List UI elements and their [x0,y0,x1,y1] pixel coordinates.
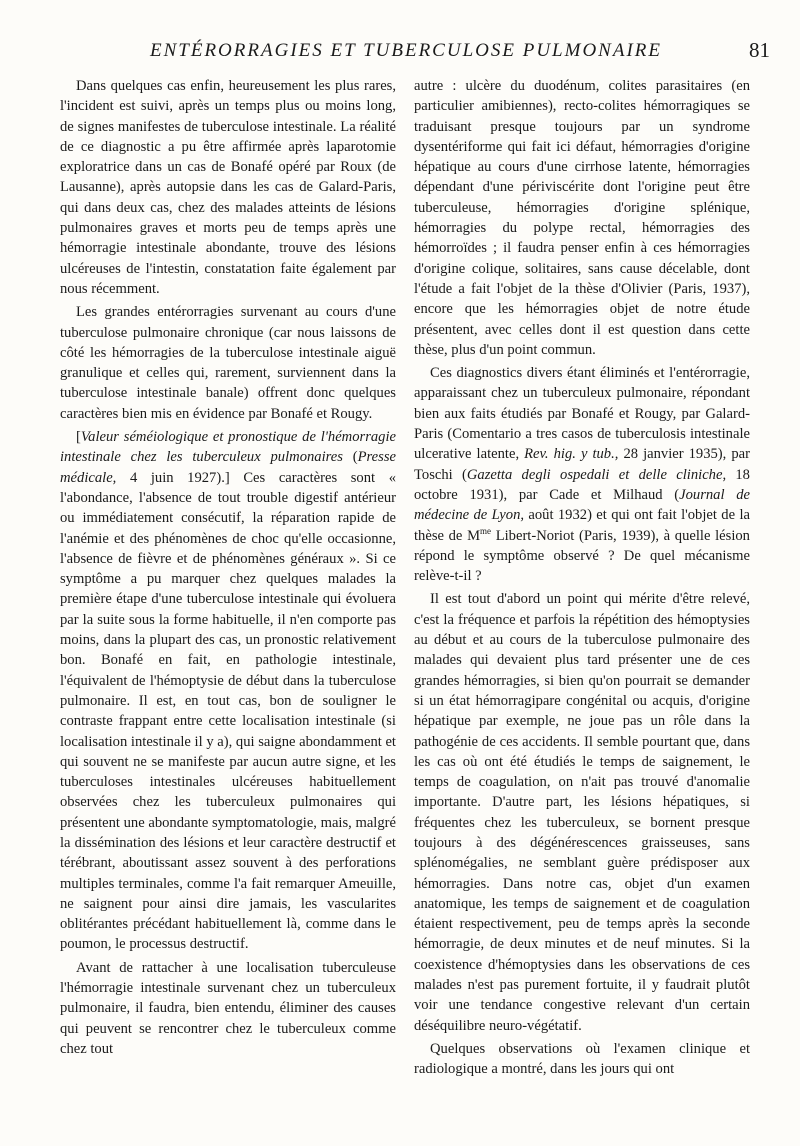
paragraph: Quelques observations où l'examen clinique et radiologique a montré, dans les jours qui ont [414,1040,750,1078]
text-run: 18 octobre 1931), par Cade et Milhaud ( [414,466,750,503]
paragraph: Dans quelques cas enfin, heureusement les plus rares, l'incident est suivi, après un temps plus ou moins long, de signes manifestes de tuberculose intestinale. La réalité de ce diagnostic a pu être affirmée après laparotomie exploratrice dans un cas de Bonafé opéré par Roux (de Lausanne), après autopsie dans les cas de Galard-Paris, qui dans deux cas, chez des malades atteints de lésions pulmonaires graves et morts peu de temps après une hémorragie intestinale abondante, trouve des lésions ulcéreuses de l'intestin, constatation faite également par nous récemment. [60,78,396,297]
article-title: Valeur séméiologique et pronostique de l'hémorragie intestinale chez les tuberculeux pulmonaires [60,429,396,466]
text-run: Ces diagnostics divers étant éliminés et l'entérorragie, apparaissant chez un tuberculeux pulmonaire, répondant bien aux faits étudiés par Bonafé et Rougy, par Galard-Paris (Comentario a tres casos de tuberculosis intestinale ulcerative latente, [414,365,750,463]
journal-name: Rev. hig. y tub., [524,446,619,463]
superscript: me [480,525,492,536]
text-run: ( [342,449,358,466]
paragraph-citation [60,427,396,955]
page-number: 81 [749,38,770,62]
text-run: août 1932) et qui ont fait l'objet de la thèse de M [414,507,750,544]
right-column [414,76,750,1083]
paragraph-references [414,363,750,586]
paragraph: Il est tout d'abord un point qui mérite d'être relevé, c'est la fréquence et parfois la répétition des hémoptysies au début et au cours de la tuberculose pulmonaire des malades qui devaient plus tard présenter une de ces grandes hémorragies, si bien qu'on pourrait se demander si un état hémorragipare congénital ou acquis, d'origine hépatique par exemple, ne joue pas un rôle dans la pathogénie de ces accidents. Il semble pourtant que, dans les cas où ont été étudiés le temps de saignement, le temps de coagulation, on n'ait pas trouvé d'anomalie importante. D'autre part, les lésions hépatiques, si fréquentes chez les tuberculeux, se bornent presque toujours à des dégénérescences graisseuses, sans splénomégalies, ne semblant guère prédisposer aux hémorragies. Dans notre cas, objet d'un examen anatomique, les temps de saignement et de coagulation étaient respectivement, peu de temps après la seconde hémorragie, de deux minutes et de neuf minutes. Si la coexistence d'hémoptysies dans les observations de ces malades n'est pas purement fortuite, il y faudrait plutôt voir une tendance congestive relevant d'un certain déséquilibre neuro-végétatif. [414,591,750,1034]
bracket-open: [ [76,429,81,446]
text-run: 4 juin 1927).] Ces caractères sont « l'abondance, l'absence de tout trouble digestif antérieur ou immédiatement consécutif, la réparation rapide de l'anémie et des phénomènes de choc qu'elle occasionne, l'absence de fièvre et de phénomènes généraux ». Si ce symptôme a pu marquer chez quelques malades la première étape d'une tuberculose intestinale qui évoluera par la suite sous la forme habituelle, il n'en comporte pas moins, dans la plupart des cas, un pronostic relativement bon. Bonafé en fait, en pathologie intestinale, l'équivalent de l'hémoptysie de début dans la tuberculose pulmonaire. Il est, en tout cas, bon de souligner le contraste frappant entre cette localisation intestinale (si localisation intestinale il y a), qui saigne abondamment et qui souvent ne se manifeste par aucun autre signe, et les tuberculoses intestinales ulcéreuses habituellement observées chez les tuberculeux pulmonaires qui présentent une abondante symptomatologie, mais, malgré la dissémination des lésions et leur caractère destructif et térébrant, aboutissant assez souvent à des perforations multiples terminales, comme l'a fait remarquer Ameuille, ne saignent pour ainsi dire jamais, les vascularites oblitérantes précédant habituellement là, comme dans le poumon, le processus destructif. [60,469,396,953]
paragraph-continued: autre : ulcère du duodénum, colites parasitaires (en particulier amibiennes), recto-colites hémorragiques se traduisant presque toujours par un syndrome dysentériforme qui fait ici défaut, hémorragies d'origine hépatique au cours d'une cirrhose latente, hémorragies dépendant d'une périviscérite dont l'origine peut être tuberculeuse, hémorragies d'origine splénique, hémorragies du polype rectal, hémorragies des hémorroïdes ; il faudra penser enfin à ces hémorragies d'origine colique, solitaires, sans cause décelable, dont l'étude a fait l'objet de la thèse d'Olivier (Paris, 1937), encore que les hémorragies objet de notre étude présentent, avec celles dont il est question dans cette thèse, plus d'un point commun. [414,78,750,358]
text-run: 28 janvier 1935), par Toschi ( [414,446,750,483]
journal-name: Gazetta degli ospedali et delle cliniche, [466,466,727,483]
paragraph: Avant de rattacher à une localisation tuberculeuse l'hémorragie intestinale survenant chez un tuberculeux pulmonaire, il faudra, bien entendu, éliminer des causes qui peuvent se rencontrer chez le tuberculeux comme chez tout [60,959,396,1057]
journal-name: Journal de médecine de Lyon, [414,486,750,524]
paragraph: Les grandes entérorragies survenant au cours d'une tuberculose pulmonaire chronique (car nous laissons de côté les hémorragies de la tuberculose intestinale aiguë granulique et celles qui, rarement, surviennent dans la tuberculose intestinale banale) offrent donc quelques caractères bien mis en évidence par Bonafé et Rougy. [60,304,396,422]
text-run: Libert-Noriot (Paris, 1939), à quelle lésion répond le symptôme observé ? De quel mécanisme relève-t-il ? [414,527,750,585]
left-column [60,76,396,1062]
page-header [42,32,770,72]
journal-name: Presse médicale, [60,449,396,486]
running-title: ENTÉRORRAGIES ET TUBERCULOSE PULMONAIRE [150,40,662,61]
